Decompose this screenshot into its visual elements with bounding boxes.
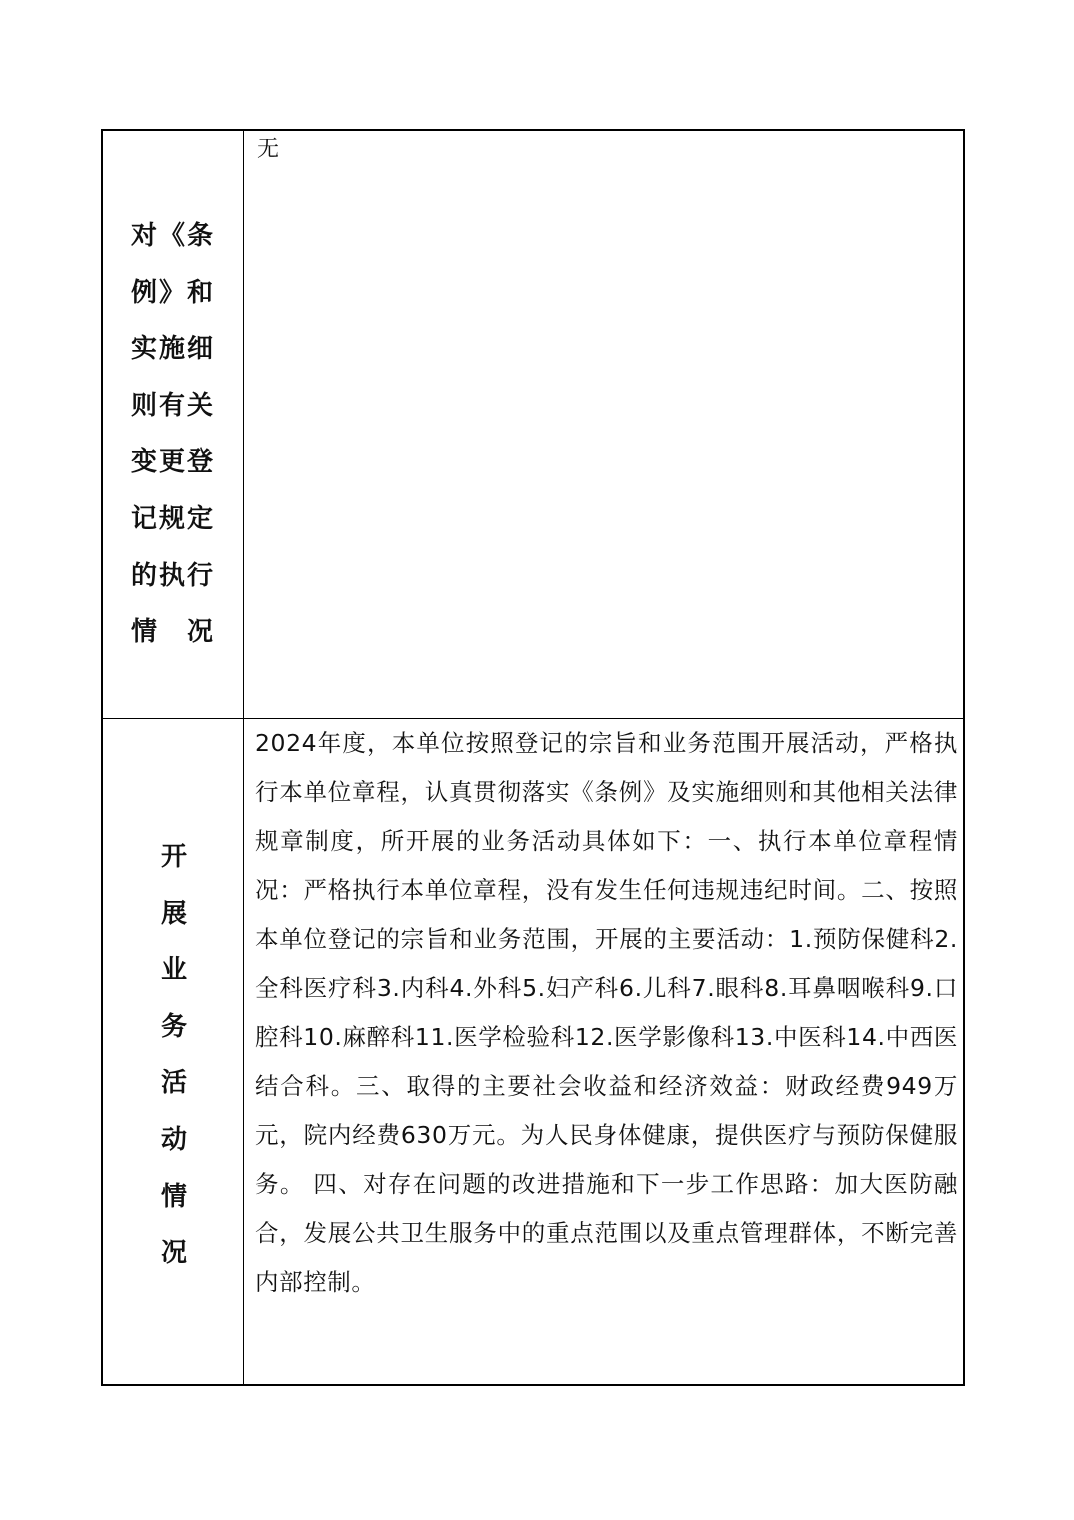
label-cell bbox=[103, 131, 244, 718]
report-table bbox=[101, 129, 965, 1386]
change-registration-content: 无 bbox=[257, 137, 280, 162]
label-cell bbox=[103, 719, 244, 1384]
business-activities-content: 2024年度，本单位按照登记的宗旨和业务范围开展活动，严格执行本单位章程，认真贯彻落实《条例》及实施细则和其他相关法律规章制度，所开展的业务活动具体如下：一、执行本单位章程情况：严格执行本单位章程，没有发生任何违规违纪时间。二、按照本单位登记的宗旨和业务范围，开展的主要活动：1.预防保健科2.全科医疗科3.内科4.外科5.妇产科6.儿科7.眼科8.耳鼻咽喉科9.口腔科10.麻醉科11.医学检验科12.医学影像科13.中医科14.中西医结合科。三、取得的主要社会收益和经济效益：财政经费949万元，院内经费630万元。为人民身体健康，提供医疗与预防保健服务。 四、对存在问题的改进措施和下一步工作思路：加大医防融合，发展公共卫生服务中的重点范围以及重点管理群体，不断完善内部控制。 bbox=[255, 729, 958, 1296]
table-row-business-activities bbox=[103, 719, 963, 1384]
table-row-change-registration bbox=[103, 131, 963, 719]
content-cell bbox=[244, 131, 963, 718]
row-label-change-registration: 对《条例》和实施细则有关变更登记规定的执行情 况 bbox=[131, 221, 216, 648]
content-cell bbox=[244, 719, 963, 1384]
row-label-business-activities: 开展业务活动情况 bbox=[161, 842, 188, 1269]
